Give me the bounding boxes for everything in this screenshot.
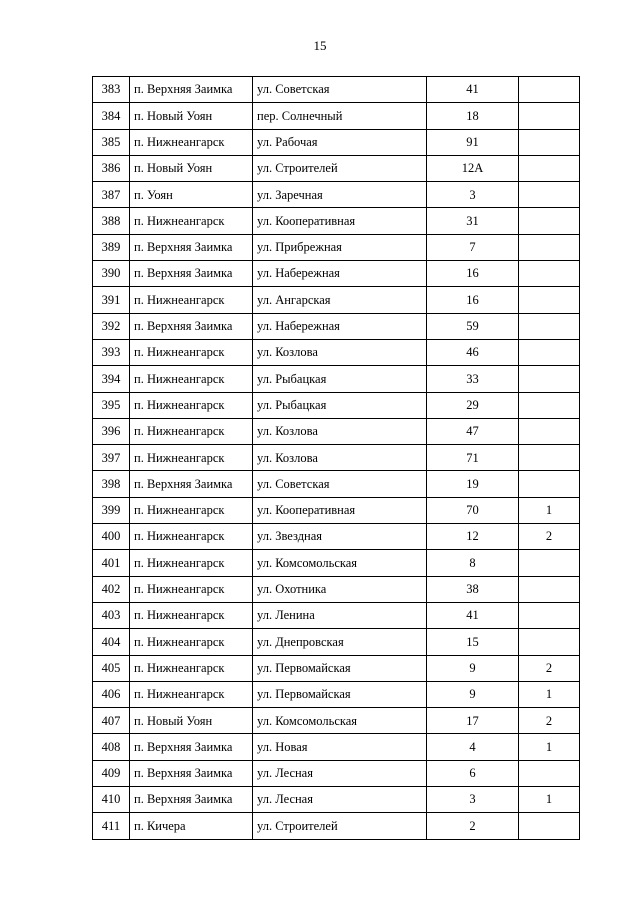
row-number-cell: 401 bbox=[93, 550, 130, 576]
apartment-cell bbox=[519, 760, 580, 786]
row-number-cell: 398 bbox=[93, 471, 130, 497]
table-row bbox=[93, 445, 580, 471]
table-row bbox=[93, 103, 580, 129]
row-number-cell: 402 bbox=[93, 576, 130, 602]
table-row bbox=[93, 287, 580, 313]
table-row bbox=[93, 339, 580, 365]
house-number-cell: 59 bbox=[427, 313, 519, 339]
apartment-cell bbox=[519, 339, 580, 365]
street-cell: ул. Первомайская bbox=[253, 655, 427, 681]
house-number-cell: 12А bbox=[427, 155, 519, 181]
house-number-cell: 17 bbox=[427, 708, 519, 734]
table-row bbox=[93, 524, 580, 550]
settlement-cell: п. Нижнеангарск bbox=[130, 602, 253, 628]
house-number-cell: 12 bbox=[427, 524, 519, 550]
table-row bbox=[93, 708, 580, 734]
street-cell: ул. Кооперативная bbox=[253, 497, 427, 523]
street-cell: ул. Прибрежная bbox=[253, 234, 427, 260]
street-cell: ул. Днепровская bbox=[253, 629, 427, 655]
row-number-cell: 408 bbox=[93, 734, 130, 760]
street-cell: ул. Охотника bbox=[253, 576, 427, 602]
street-cell: ул. Лесная bbox=[253, 760, 427, 786]
apartment-cell bbox=[519, 392, 580, 418]
apartment-cell bbox=[519, 103, 580, 129]
house-number-cell: 3 bbox=[427, 182, 519, 208]
street-cell: ул. Комсомольская bbox=[253, 708, 427, 734]
house-number-cell: 6 bbox=[427, 760, 519, 786]
settlement-cell: п. Верхняя Заимка bbox=[130, 760, 253, 786]
apartment-cell: 1 bbox=[519, 497, 580, 523]
table-row bbox=[93, 602, 580, 628]
row-number-cell: 386 bbox=[93, 155, 130, 181]
settlement-cell: п. Нижнеангарск bbox=[130, 576, 253, 602]
row-number-cell: 409 bbox=[93, 760, 130, 786]
apartment-cell bbox=[519, 602, 580, 628]
settlement-cell: п. Нижнеангарск bbox=[130, 392, 253, 418]
settlement-cell: п. Верхняя Заимка bbox=[130, 471, 253, 497]
row-number-cell: 407 bbox=[93, 708, 130, 734]
row-number-cell: 411 bbox=[93, 813, 130, 839]
settlement-cell: п. Уоян bbox=[130, 182, 253, 208]
settlement-cell: п. Нижнеангарск bbox=[130, 287, 253, 313]
house-number-cell: 15 bbox=[427, 629, 519, 655]
street-cell: ул. Звездная bbox=[253, 524, 427, 550]
row-number-cell: 387 bbox=[93, 182, 130, 208]
apartment-cell bbox=[519, 418, 580, 444]
street-cell: ул. Советская bbox=[253, 471, 427, 497]
row-number-cell: 395 bbox=[93, 392, 130, 418]
address-table bbox=[92, 76, 580, 840]
table-row bbox=[93, 576, 580, 602]
settlement-cell: п. Новый Уоян bbox=[130, 155, 253, 181]
apartment-cell bbox=[519, 629, 580, 655]
house-number-cell: 41 bbox=[427, 602, 519, 628]
street-cell: ул. Набережная bbox=[253, 261, 427, 287]
settlement-cell: п. Кичера bbox=[130, 813, 253, 839]
row-number-cell: 385 bbox=[93, 129, 130, 155]
house-number-cell: 9 bbox=[427, 681, 519, 707]
apartment-cell bbox=[519, 261, 580, 287]
apartment-cell bbox=[519, 129, 580, 155]
apartment-cell bbox=[519, 313, 580, 339]
table-row bbox=[93, 313, 580, 339]
settlement-cell: п. Нижнеангарск bbox=[130, 655, 253, 681]
row-number-cell: 406 bbox=[93, 681, 130, 707]
table-row bbox=[93, 392, 580, 418]
street-cell: ул. Козлова bbox=[253, 418, 427, 444]
street-cell: ул. Рыбацкая bbox=[253, 366, 427, 392]
street-cell: ул. Советская bbox=[253, 77, 427, 103]
row-number-cell: 393 bbox=[93, 339, 130, 365]
house-number-cell: 18 bbox=[427, 103, 519, 129]
settlement-cell: п. Нижнеангарск bbox=[130, 524, 253, 550]
row-number-cell: 388 bbox=[93, 208, 130, 234]
row-number-cell: 384 bbox=[93, 103, 130, 129]
table-row bbox=[93, 655, 580, 681]
table-row bbox=[93, 155, 580, 181]
street-cell: ул. Ангарская bbox=[253, 287, 427, 313]
apartment-cell: 1 bbox=[519, 787, 580, 813]
house-number-cell: 19 bbox=[427, 471, 519, 497]
table-row bbox=[93, 129, 580, 155]
house-number-cell: 70 bbox=[427, 497, 519, 523]
house-number-cell: 16 bbox=[427, 287, 519, 313]
settlement-cell: п. Нижнеангарск bbox=[130, 550, 253, 576]
table-row bbox=[93, 813, 580, 839]
apartment-cell bbox=[519, 208, 580, 234]
house-number-cell: 29 bbox=[427, 392, 519, 418]
house-number-cell: 2 bbox=[427, 813, 519, 839]
row-number-cell: 403 bbox=[93, 602, 130, 628]
settlement-cell: п. Новый Уоян bbox=[130, 103, 253, 129]
apartment-cell bbox=[519, 471, 580, 497]
street-cell: ул. Строителей bbox=[253, 813, 427, 839]
apartment-cell bbox=[519, 155, 580, 181]
apartment-cell: 2 bbox=[519, 524, 580, 550]
house-number-cell: 47 bbox=[427, 418, 519, 444]
table-row bbox=[93, 366, 580, 392]
settlement-cell: п. Нижнеангарск bbox=[130, 497, 253, 523]
house-number-cell: 3 bbox=[427, 787, 519, 813]
apartment-cell bbox=[519, 182, 580, 208]
row-number-cell: 392 bbox=[93, 313, 130, 339]
apartment-cell bbox=[519, 366, 580, 392]
street-cell: пер. Солнечный bbox=[253, 103, 427, 129]
house-number-cell: 9 bbox=[427, 655, 519, 681]
street-cell: ул. Козлова bbox=[253, 445, 427, 471]
street-cell: ул. Рыбацкая bbox=[253, 392, 427, 418]
house-number-cell: 8 bbox=[427, 550, 519, 576]
house-number-cell: 31 bbox=[427, 208, 519, 234]
row-number-cell: 394 bbox=[93, 366, 130, 392]
settlement-cell: п. Нижнеангарск bbox=[130, 129, 253, 155]
street-cell: ул. Первомайская bbox=[253, 681, 427, 707]
street-cell: ул. Строителей bbox=[253, 155, 427, 181]
row-number-cell: 389 bbox=[93, 234, 130, 260]
table-row bbox=[93, 182, 580, 208]
house-number-cell: 4 bbox=[427, 734, 519, 760]
settlement-cell: п. Нижнеангарск bbox=[130, 445, 253, 471]
street-cell: ул. Комсомольская bbox=[253, 550, 427, 576]
row-number-cell: 390 bbox=[93, 261, 130, 287]
settlement-cell: п. Верхняя Заимка bbox=[130, 313, 253, 339]
row-number-cell: 397 bbox=[93, 445, 130, 471]
house-number-cell: 33 bbox=[427, 366, 519, 392]
settlement-cell: п. Нижнеангарск bbox=[130, 681, 253, 707]
apartment-cell bbox=[519, 445, 580, 471]
settlement-cell: п. Нижнеангарск bbox=[130, 629, 253, 655]
street-cell: ул. Заречная bbox=[253, 182, 427, 208]
apartment-cell bbox=[519, 813, 580, 839]
settlement-cell: п. Верхняя Заимка bbox=[130, 261, 253, 287]
house-number-cell: 7 bbox=[427, 234, 519, 260]
table-row bbox=[93, 787, 580, 813]
apartment-cell bbox=[519, 234, 580, 260]
address-table-body bbox=[93, 77, 580, 840]
house-number-cell: 46 bbox=[427, 339, 519, 365]
street-cell: ул. Ленина bbox=[253, 602, 427, 628]
apartment-cell: 1 bbox=[519, 681, 580, 707]
apartment-cell: 1 bbox=[519, 734, 580, 760]
row-number-cell: 391 bbox=[93, 287, 130, 313]
apartment-cell bbox=[519, 576, 580, 602]
street-cell: ул. Кооперативная bbox=[253, 208, 427, 234]
page-number: 15 bbox=[313, 38, 327, 53]
house-number-cell: 91 bbox=[427, 129, 519, 155]
settlement-cell: п. Нижнеангарск bbox=[130, 418, 253, 444]
settlement-cell: п. Нижнеангарск bbox=[130, 339, 253, 365]
table-row bbox=[93, 734, 580, 760]
row-number-cell: 404 bbox=[93, 629, 130, 655]
apartment-cell bbox=[519, 287, 580, 313]
row-number-cell: 410 bbox=[93, 787, 130, 813]
table-row bbox=[93, 234, 580, 260]
table-row bbox=[93, 550, 580, 576]
table-row bbox=[93, 760, 580, 786]
row-number-cell: 383 bbox=[93, 77, 130, 103]
settlement-cell: п. Верхняя Заимка bbox=[130, 234, 253, 260]
row-number-cell: 396 bbox=[93, 418, 130, 444]
table-row bbox=[93, 681, 580, 707]
street-cell: ул. Набережная bbox=[253, 313, 427, 339]
street-cell: ул. Козлова bbox=[253, 339, 427, 365]
settlement-cell: п. Новый Уоян bbox=[130, 708, 253, 734]
table-row bbox=[93, 629, 580, 655]
street-cell: ул. Рабочая bbox=[253, 129, 427, 155]
row-number-cell: 405 bbox=[93, 655, 130, 681]
row-number-cell: 399 bbox=[93, 497, 130, 523]
apartment-cell: 2 bbox=[519, 655, 580, 681]
settlement-cell: п. Нижнеангарск bbox=[130, 208, 253, 234]
street-cell: ул. Новая bbox=[253, 734, 427, 760]
apartment-cell bbox=[519, 77, 580, 103]
table-row bbox=[93, 418, 580, 444]
table-row bbox=[93, 261, 580, 287]
settlement-cell: п. Верхняя Заимка bbox=[130, 734, 253, 760]
street-cell: ул. Лесная bbox=[253, 787, 427, 813]
house-number-cell: 41 bbox=[427, 77, 519, 103]
settlement-cell: п. Верхняя Заимка bbox=[130, 77, 253, 103]
house-number-cell: 16 bbox=[427, 261, 519, 287]
row-number-cell: 400 bbox=[93, 524, 130, 550]
settlement-cell: п. Верхняя Заимка bbox=[130, 787, 253, 813]
table-row bbox=[93, 471, 580, 497]
house-number-cell: 38 bbox=[427, 576, 519, 602]
table-row bbox=[93, 77, 580, 103]
table-row bbox=[93, 497, 580, 523]
table-row bbox=[93, 208, 580, 234]
house-number-cell: 71 bbox=[427, 445, 519, 471]
settlement-cell: п. Нижнеангарск bbox=[130, 366, 253, 392]
apartment-cell: 2 bbox=[519, 708, 580, 734]
apartment-cell bbox=[519, 550, 580, 576]
